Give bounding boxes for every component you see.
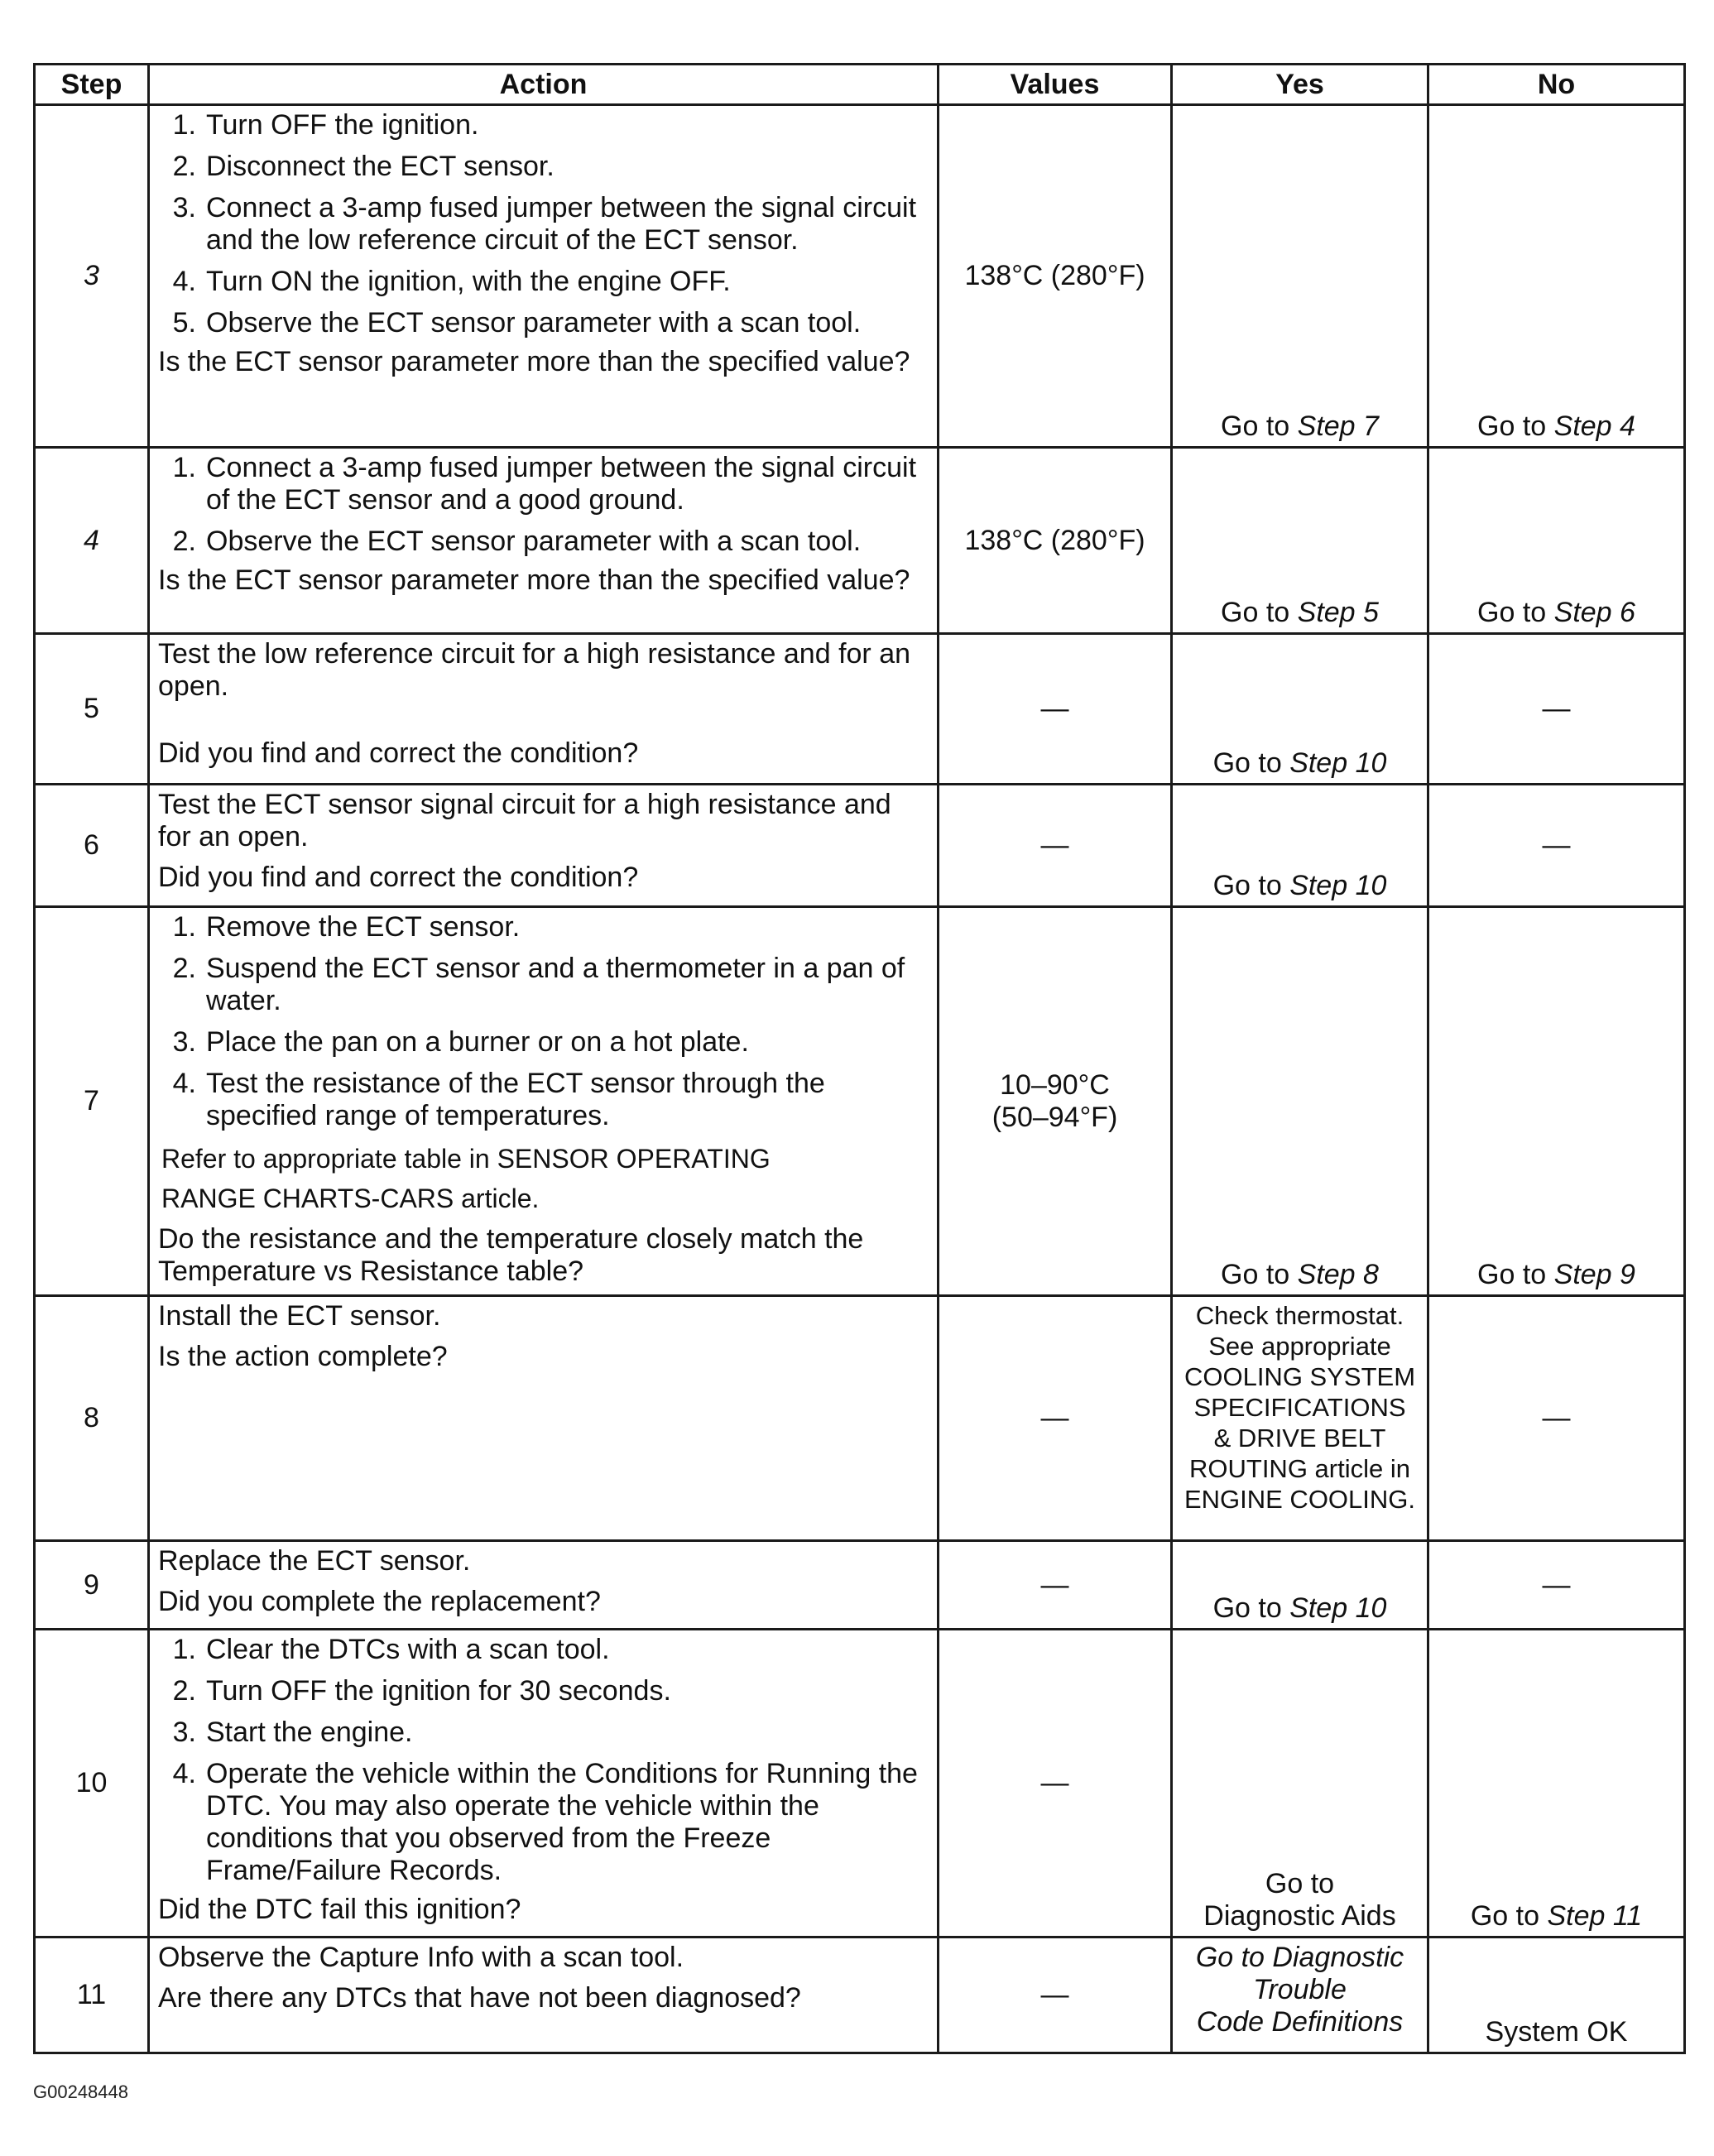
action-step: [158, 1717, 929, 1749]
action-question: Do the resistance and the temperature closely match the Temperature vs Resistance table?: [158, 1223, 864, 1287]
action-step: [158, 953, 929, 1017]
action-text: Install the ECT sensor.: [158, 1300, 441, 1332]
header-no: No: [1428, 65, 1685, 105]
action-steps: [158, 1634, 929, 1887]
action-step: [158, 266, 929, 298]
action-step: [158, 452, 929, 516]
step-index: 2.: [172, 953, 196, 984]
value-cell: —: [939, 1296, 1172, 1541]
yes-line: Trouble: [1253, 1974, 1347, 2005]
yes-line: Check thermostat.: [1195, 1301, 1404, 1330]
yes-cell: [1172, 1630, 1428, 1938]
action-step: [158, 911, 929, 944]
diagnostic-table: [33, 63, 1686, 2054]
yes-prefix: Go to: [1212, 1592, 1290, 1624]
step-index: 3.: [172, 192, 196, 223]
yes-prefix: Go to: [1221, 411, 1298, 442]
header-action: Action: [149, 65, 939, 105]
yes-step-link: Step 10: [1289, 1592, 1387, 1624]
step-index: 4.: [172, 266, 196, 297]
step-index: 5.: [172, 307, 196, 339]
yes-prefix: Go to: [1212, 870, 1290, 901]
action-question: Did the DTC fail this ignition?: [158, 1894, 521, 1925]
yes-line: Go to: [1265, 1868, 1335, 1899]
no-step-link: Step 11: [1547, 1900, 1643, 1932]
no-prefix: Go to: [1477, 411, 1554, 442]
action-cell: [149, 634, 939, 785]
action-step: [158, 109, 929, 142]
yes-cell: [1172, 907, 1428, 1296]
no-step-link: Step 6: [1553, 597, 1635, 628]
reference-note: Refer to appropriate table in SENSOR OPERATING: [161, 1144, 771, 1174]
header-step: Step: [35, 65, 149, 105]
table-row: [35, 105, 1685, 448]
action-question: Did you complete the replacement?: [158, 1586, 601, 1617]
value-cell: —: [939, 1938, 1172, 2053]
action-step: [158, 526, 929, 558]
table-row: [35, 1541, 1685, 1630]
yes-line: Go to Diagnostic: [1195, 1942, 1404, 1973]
reference-note: RANGE CHARTS-CARS article.: [161, 1184, 540, 1213]
action-question: Are there any DTCs that have not been diagnosed?: [158, 1982, 801, 2014]
step-index: 2.: [172, 1675, 196, 1707]
yes-step-link: Step 10: [1289, 747, 1387, 779]
action-step: [158, 192, 929, 257]
action-cell: [149, 907, 939, 1296]
value-cell: —: [939, 634, 1172, 785]
value-line: 10–90°C: [1000, 1068, 1110, 1101]
value-cell: 138°C (280°F): [939, 105, 1172, 448]
action-cell: [149, 1938, 939, 2053]
action-step: [158, 1026, 929, 1059]
action-steps: [158, 452, 929, 558]
value-cell: 138°C (280°F): [939, 448, 1172, 634]
step-text: Operate the vehicle within the Conditions for Running the DTC. You may also operate the vehicle within the conditions that you observed from the Freeze Frame/Failure Records.: [206, 1758, 918, 1886]
step-text: Place the pan on a burner or on a hot plate.: [206, 1026, 749, 1058]
step-number: 10: [35, 1630, 149, 1938]
action-step: [158, 1068, 929, 1132]
no-cell: —: [1428, 1296, 1685, 1541]
action-cell: [149, 448, 939, 634]
action-step: [158, 307, 929, 339]
action-step: [158, 151, 929, 183]
action-text: Test the ECT sensor signal circuit for a high resistance and for an open.: [158, 789, 891, 852]
yes-line: Diagnostic Aids: [1203, 1900, 1396, 1932]
table-row: [35, 1296, 1685, 1541]
action-steps: [158, 911, 929, 1132]
action-step: [158, 1675, 929, 1707]
yes-cell: [1172, 785, 1428, 907]
step-number: 11: [35, 1938, 149, 2053]
step-index: 1.: [172, 1634, 196, 1665]
yes-line: Code Definitions: [1196, 2006, 1404, 2038]
action-text: Replace the ECT sensor.: [158, 1545, 471, 1577]
step-number: 8: [35, 1296, 149, 1541]
step-number: 4: [35, 448, 149, 634]
action-question: Did you find and correct the condition?: [158, 862, 639, 893]
yes-line: SPECIFICATIONS: [1193, 1393, 1406, 1422]
yes-line: COOLING SYSTEM: [1183, 1362, 1416, 1391]
step-number: 5: [35, 634, 149, 785]
action-text: Observe the Capture Info with a scan tool.: [158, 1942, 684, 1973]
yes-cell: [1172, 1296, 1428, 1541]
no-cell: [1428, 907, 1685, 1296]
no-cell: [1428, 448, 1685, 634]
value-line: (50–94°F): [991, 1101, 1118, 1133]
yes-cell: [1172, 448, 1428, 634]
step-text: Observe the ECT sensor parameter with a scan tool.: [206, 526, 862, 557]
no-cell: —: [1428, 634, 1685, 785]
table-row: [35, 634, 1685, 785]
step-text: Observe the ECT sensor parameter with a scan tool.: [206, 307, 862, 339]
header-yes: Yes: [1172, 65, 1428, 105]
step-text: Connect a 3-amp fused jumper between the signal circuit and the low reference circuit of the ECT sensor.: [206, 192, 917, 256]
header-values: Values: [939, 65, 1172, 105]
table-row: [35, 1630, 1685, 1938]
yes-cell: [1172, 1938, 1428, 2053]
value-cell: —: [939, 785, 1172, 907]
action-text: Test the low reference circuit for a high resistance and for an open.: [158, 638, 911, 702]
action-step: [158, 1634, 929, 1666]
table-row: [35, 785, 1685, 907]
step-text: Clear the DTCs with a scan tool.: [206, 1634, 610, 1665]
step-index: 3.: [172, 1717, 196, 1748]
no-prefix: Go to: [1477, 597, 1554, 628]
no-step-link: Step 9: [1553, 1259, 1635, 1290]
step-index: 2.: [172, 151, 196, 182]
action-cell: [149, 1630, 939, 1938]
step-text: Test the resistance of the ECT sensor through the specified range of temperatures.: [206, 1068, 825, 1131]
action-cell: [149, 1296, 939, 1541]
step-number: 7: [35, 907, 149, 1296]
yes-line: See appropriate: [1208, 1332, 1391, 1361]
no-cell: System OK: [1428, 1938, 1685, 2053]
step-number: 3: [35, 105, 149, 448]
yes-prefix: Go to: [1221, 597, 1298, 628]
table-row: [35, 448, 1685, 634]
step-text: Turn OFF the ignition.: [206, 109, 479, 141]
step-text: Turn ON the ignition, with the engine OFF.: [206, 266, 731, 297]
action-question: Is the action complete?: [158, 1341, 448, 1372]
table-row: [35, 907, 1685, 1296]
value-cell: —: [939, 1541, 1172, 1630]
yes-step-link: Step 5: [1297, 597, 1379, 628]
action-cell: [149, 785, 939, 907]
no-cell: [1428, 105, 1685, 448]
action-step: [158, 1758, 929, 1887]
no-cell: —: [1428, 785, 1685, 907]
action-question: Is the ECT sensor parameter more than the specified value?: [158, 564, 910, 596]
action-question: Did you find and correct the condition?: [158, 737, 639, 769]
action-question: Is the ECT sensor parameter more than the specified value?: [158, 346, 910, 377]
step-text: Start the engine.: [206, 1717, 413, 1748]
step-text: Disconnect the ECT sensor.: [206, 151, 555, 182]
no-step-link: Step 4: [1553, 411, 1635, 442]
yes-step-link: Step 10: [1289, 870, 1387, 901]
yes-step-link: Step 7: [1297, 411, 1379, 442]
yes-line: ENGINE COOLING.: [1183, 1485, 1416, 1514]
action-steps: [158, 109, 929, 339]
yes-line: & DRIVE BELT: [1213, 1424, 1386, 1453]
step-number: 9: [35, 1541, 149, 1630]
table-row: [35, 1938, 1685, 2053]
no-cell: —: [1428, 1541, 1685, 1630]
step-index: 1.: [172, 911, 196, 943]
action-cell: [149, 105, 939, 448]
no-prefix: Go to: [1470, 1900, 1548, 1932]
step-index: 1.: [172, 109, 196, 141]
step-number: 6: [35, 785, 149, 907]
action-cell: [149, 1541, 939, 1630]
yes-step-link: Step 8: [1297, 1259, 1379, 1290]
step-index: 4.: [172, 1068, 196, 1099]
no-prefix: Go to: [1477, 1259, 1554, 1290]
step-index: 1.: [172, 452, 196, 483]
no-cell: [1428, 1630, 1685, 1938]
yes-prefix: Go to: [1212, 747, 1290, 779]
step-index: 4.: [172, 1758, 196, 1789]
yes-cell: [1172, 634, 1428, 785]
yes-prefix: Go to: [1221, 1259, 1298, 1290]
value-cell: [939, 907, 1172, 1296]
table-header-row: [35, 65, 1685, 105]
step-index: 2.: [172, 526, 196, 557]
step-text: Suspend the ECT sensor and a thermometer in a pan of water.: [206, 953, 905, 1016]
figure-id: G00248448: [33, 2082, 128, 2102]
value-cell: —: [939, 1630, 1172, 1938]
yes-line: ROUTING article in: [1189, 1454, 1410, 1483]
step-text: Turn OFF the ignition for 30 seconds.: [206, 1675, 671, 1707]
step-index: 3.: [172, 1026, 196, 1058]
step-text: Remove the ECT sensor.: [206, 911, 521, 943]
step-text: Connect a 3-amp fused jumper between the signal circuit of the ECT sensor and a good ground.: [206, 452, 917, 516]
yes-cell: [1172, 105, 1428, 448]
yes-cell: [1172, 1541, 1428, 1630]
